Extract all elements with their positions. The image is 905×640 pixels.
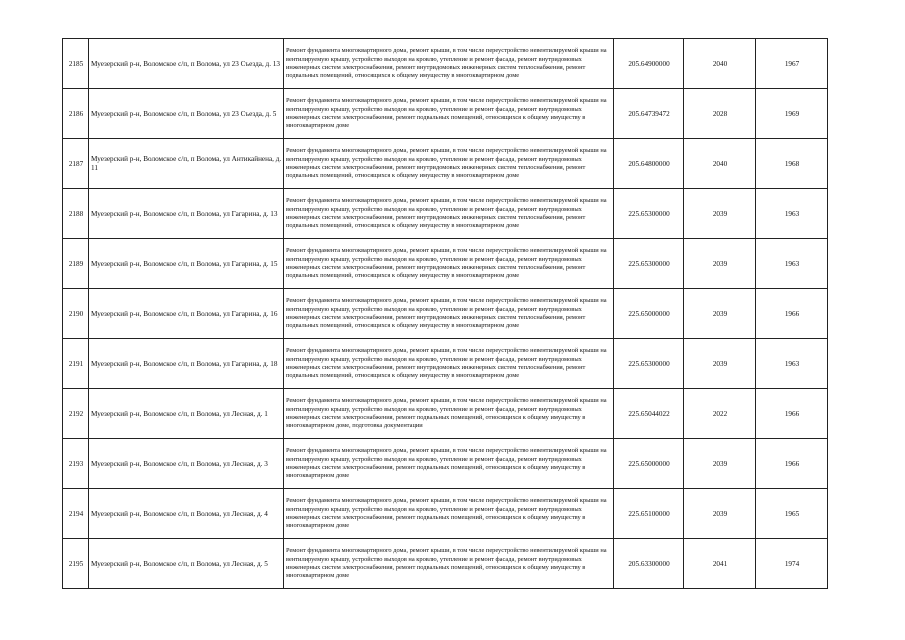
planned-year-cell: 2039 <box>684 489 756 539</box>
repair-works-cell: Ремонт фундамента многоквартирного дома, ремонт крыши, в том числе переустройство невентилируемой крыши на вентилируемую крышу, устройство выходов на кровлю, утепление и ремонт фасада, ремонт внутридомовых инженерных систем электроснабжения, ремонт внутридомовых инженерных систем теплоснабжения, ремонт подвальных помещений, относящихся к общему имуществу в многоквартирном доме <box>284 39 614 89</box>
address-cell: Муезерский р-н, Воломское с/п, п Волома, ул Антикайнена, д. 11 <box>89 139 284 189</box>
build-year-cell: 1966 <box>756 439 828 489</box>
cost-cell: 225.65044022 <box>614 389 684 439</box>
address-cell: Муезерский р-н, Воломское с/п, п Волома, ул Лесная, д. 1 <box>89 389 284 439</box>
planned-year-cell: 2028 <box>684 89 756 139</box>
build-year-cell: 1963 <box>756 239 828 289</box>
row-number: 2185 <box>63 39 89 89</box>
table-row <box>63 439 828 489</box>
build-year-cell: 1963 <box>756 189 828 239</box>
row-number: 2195 <box>63 539 89 589</box>
build-year-cell: 1963 <box>756 339 828 389</box>
cost-cell: 225.65300000 <box>614 189 684 239</box>
build-year-cell: 1974 <box>756 539 828 589</box>
repair-works-cell: Ремонт фундамента многоквартирного дома, ремонт крыши, в том числе переустройство невентилируемой крыши на вентилируемую крышу, устройство выходов на кровлю, утепление и ремонт фасада, ремонт внутридомовых инженерных систем электроснабжения, ремонт внутридомовых инженерных систем теплоснабжения, ремонт подвальных помещений, относящихся к общему имуществу в многоквартирном доме <box>284 289 614 339</box>
build-year-cell: 1968 <box>756 139 828 189</box>
address-cell: Муезерский р-н, Воломское с/п, п Волома, ул 23 Съезда, д. 5 <box>89 89 284 139</box>
cost-cell: 225.65100000 <box>614 489 684 539</box>
table-row <box>63 339 828 389</box>
cost-cell: 225.65000000 <box>614 439 684 489</box>
repair-works-cell: Ремонт фундамента многоквартирного дома, ремонт крыши, в том числе переустройство невентилируемой крыши на вентилируемую крышу, устройство выходов на кровлю, утепление и ремонт фасада, ремонт внутридомовых инженерных систем электроснабжения, ремонт подвальных помещений, относящихся к общему имуществу в многоквартирном доме <box>284 539 614 589</box>
table-row <box>63 489 828 539</box>
cost-cell: 205.63300000 <box>614 539 684 589</box>
housing-repair-table <box>62 38 828 589</box>
table-row <box>63 289 828 339</box>
address-cell: Муезерский р-н, Воломское с/п, п Волома, ул Лесная, д. 5 <box>89 539 284 589</box>
row-number: 2189 <box>63 239 89 289</box>
address-cell: Муезерский р-н, Воломское с/п, п Волома, ул Гагарина, д. 16 <box>89 289 284 339</box>
table-body <box>63 39 828 589</box>
row-number: 2191 <box>63 339 89 389</box>
table-row <box>63 239 828 289</box>
table-row <box>63 39 828 89</box>
repair-works-cell: Ремонт фундамента многоквартирного дома, ремонт крыши, в том числе переустройство невентилируемой крыши на вентилируемую крышу, устройство выходов на кровлю, утепление и ремонт фасада, ремонт внутридомовых инженерных систем электроснабжения, ремонт подвальных помещений, относящихся к общему имуществу в многоквартирном доме <box>284 489 614 539</box>
planned-year-cell: 2040 <box>684 39 756 89</box>
table-row <box>63 89 828 139</box>
build-year-cell: 1967 <box>756 39 828 89</box>
cost-cell: 225.65300000 <box>614 239 684 289</box>
row-number: 2192 <box>63 389 89 439</box>
address-cell: Муезерский р-н, Воломское с/п, п Волома, ул 23 Съезда, д. 13 <box>89 39 284 89</box>
planned-year-cell: 2039 <box>684 189 756 239</box>
planned-year-cell: 2041 <box>684 539 756 589</box>
address-cell: Муезерский р-н, Воломское с/п, п Волома, ул Гагарина, д. 18 <box>89 339 284 389</box>
repair-works-cell: Ремонт фундамента многоквартирного дома, ремонт крыши, в том числе переустройство невентилируемой крыши на вентилируемую крышу, устройство выходов на кровлю, утепление и ремонт фасада, ремонт внутридомовых инженерных систем электроснабжения, ремонт подвальных помещений, относящихся к общему имуществу в многоквартирном доме <box>284 439 614 489</box>
row-number: 2193 <box>63 439 89 489</box>
address-cell: Муезерский р-н, Воломское с/п, п Волома, ул Лесная, д. 4 <box>89 489 284 539</box>
row-number: 2194 <box>63 489 89 539</box>
repair-works-cell: Ремонт фундамента многоквартирного дома, ремонт крыши, в том числе переустройство невентилируемой крыши на вентилируемую крышу, устройство выходов на кровлю, утепление и ремонт фасада, ремонт внутридомовых инженерных систем электроснабжения, ремонт внутридомовых инженерных систем теплоснабжения, ремонт подвальных помещений, относящихся к общему имуществу в многоквартирном доме <box>284 339 614 389</box>
table-row <box>63 389 828 439</box>
table-row <box>63 539 828 589</box>
planned-year-cell: 2040 <box>684 139 756 189</box>
cost-cell: 205.64739472 <box>614 89 684 139</box>
row-number: 2187 <box>63 139 89 189</box>
address-cell: Муезерский р-н, Воломское с/п, п Волома, ул Гагарина, д. 15 <box>89 239 284 289</box>
repair-works-cell: Ремонт фундамента многоквартирного дома, ремонт крыши, в том числе переустройство невентилируемой крыши на вентилируемую крышу, устройство выходов на кровлю, утепление и ремонт фасада, ремонт внутридомовых инженерных систем электроснабжения, ремонт подвальных помещений, относящихся к общему имуществу в многоквартирном доме <box>284 89 614 139</box>
repair-works-cell: Ремонт фундамента многоквартирного дома, ремонт крыши, в том числе переустройство невентилируемой крыши на вентилируемую крышу, устройство выходов на кровлю, утепление и ремонт фасада, ремонт внутридомовых инженерных систем электроснабжения, ремонт подвальных помещений, относящихся к общему имуществу в многоквартирном доме, подготовка документации <box>284 389 614 439</box>
cost-cell: 225.65300000 <box>614 339 684 389</box>
build-year-cell: 1965 <box>756 489 828 539</box>
address-cell: Муезерский р-н, Воломское с/п, п Волома, ул Гагарина, д. 13 <box>89 189 284 239</box>
repair-works-cell: Ремонт фундамента многоквартирного дома, ремонт крыши, в том числе переустройство невентилируемой крыши на вентилируемую крышу, устройство выходов на кровлю, утепление и ремонт фасада, ремонт внутридомовых инженерных систем электроснабжения, ремонт внутридомовых инженерных систем теплоснабжения, ремонт подвальных помещений, относящихся к общему имуществу в многоквартирном доме <box>284 139 614 189</box>
planned-year-cell: 2039 <box>684 239 756 289</box>
table-row <box>63 139 828 189</box>
row-number: 2186 <box>63 89 89 139</box>
row-number: 2190 <box>63 289 89 339</box>
repair-works-cell: Ремонт фундамента многоквартирного дома, ремонт крыши, в том числе переустройство невентилируемой крыши на вентилируемую крышу, устройство выходов на кровлю, утепление и ремонт фасада, ремонт внутридомовых инженерных систем электроснабжения, ремонт внутридомовых инженерных систем теплоснабжения, ремонт подвальных помещений, относящихся к общему имуществу в многоквартирном доме <box>284 189 614 239</box>
planned-year-cell: 2022 <box>684 389 756 439</box>
repair-works-cell: Ремонт фундамента многоквартирного дома, ремонт крыши, в том числе переустройство невентилируемой крыши на вентилируемую крышу, устройство выходов на кровлю, утепление и ремонт фасада, ремонт внутридомовых инженерных систем электроснабжения, ремонт внутридомовых инженерных систем теплоснабжения, ремонт подвальных помещений, относящихся к общему имуществу в многоквартирном доме <box>284 239 614 289</box>
build-year-cell: 1966 <box>756 389 828 439</box>
cost-cell: 225.65000000 <box>614 289 684 339</box>
planned-year-cell: 2039 <box>684 439 756 489</box>
cost-cell: 205.64800000 <box>614 139 684 189</box>
row-number: 2188 <box>63 189 89 239</box>
planned-year-cell: 2039 <box>684 339 756 389</box>
build-year-cell: 1966 <box>756 289 828 339</box>
cost-cell: 205.64900000 <box>614 39 684 89</box>
table-row <box>63 189 828 239</box>
build-year-cell: 1969 <box>756 89 828 139</box>
address-cell: Муезерский р-н, Воломское с/п, п Волома, ул Лесная, д. 3 <box>89 439 284 489</box>
planned-year-cell: 2039 <box>684 289 756 339</box>
